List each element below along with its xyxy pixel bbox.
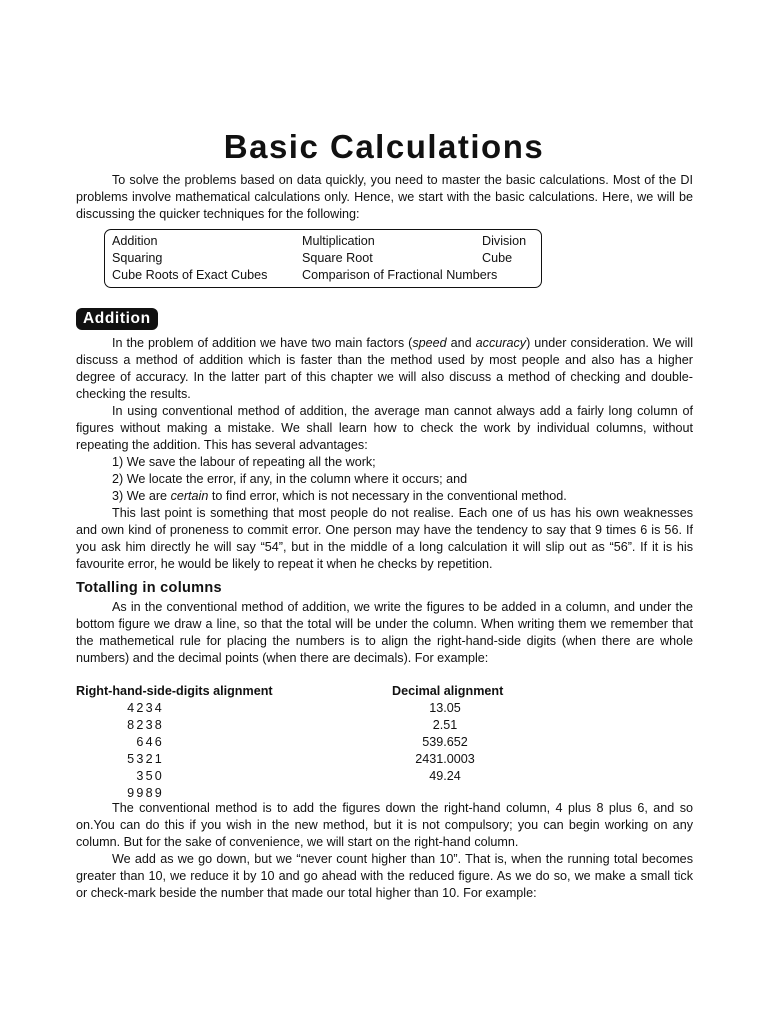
text-run: In the problem of addition we have two main factors ( — [112, 336, 413, 350]
number-row: 5321 — [127, 752, 164, 766]
number-row: 4234 — [127, 701, 164, 715]
topics-row — [112, 233, 534, 250]
emphasis: accuracy — [475, 336, 527, 350]
topics-box — [104, 229, 542, 288]
number-row: 13.05 — [429, 701, 461, 715]
topic-item: Cube Roots of Exact Cubes — [112, 268, 268, 282]
list-item: 1) We save the labour of repeating all the work; — [112, 455, 376, 469]
number-row: 49.24 — [429, 769, 461, 783]
totalling-paragraph-3: We add as we go down, but we “never count higher than 10”. That is, when the running total becomes greater than 10, we reduce it by 10 and go ahead with the reduced figure. As we do so, we make a small tick or check-mark beside the number that made our total higher than 10. For example: — [76, 852, 693, 900]
topic-item: Square Root — [302, 251, 373, 265]
number-row: 2431.0003 — [415, 752, 475, 766]
number-row: 9989 — [127, 786, 164, 800]
text-run: to find error, which is not necessary in the conventional method. — [208, 489, 567, 503]
text-run: 3) We are — [112, 489, 171, 503]
page-title: Basic Calculations — [223, 128, 545, 165]
intro-block — [76, 172, 693, 223]
intro-paragraph: To solve the problems based on data quickly, you need to master the basic calculations. Most of the DI problems involve mathematical calculations only. Hence, we start with the basic calculations. Here, we will be discussing the quicker techniques for the following: — [76, 173, 693, 221]
right-hand-alignment-heading: Right-hand-side-digits alignment — [76, 684, 273, 698]
topic-item: Addition — [112, 234, 158, 248]
number-row: 2.51 — [432, 718, 458, 732]
number-row: 646 — [136, 735, 164, 749]
number-row: 8238 — [127, 718, 164, 732]
totalling-continued-block — [76, 800, 693, 902]
decimal-aligned-numbers — [380, 700, 510, 785]
totalling-block — [76, 599, 693, 667]
subheading-totalling: Totalling in columns — [76, 580, 222, 596]
addition-paragraph-2: In using conventional method of addition, the average man cannot always add a fairly long column of figures without making a mistake. We shall learn how to check the work by individual columns, without repeating the addition. This has several advantages: — [76, 404, 693, 452]
topic-item: Squaring — [112, 251, 163, 265]
topic-item: Comparison of Fractional Numbers — [302, 268, 498, 282]
topics-row — [112, 267, 534, 284]
topic-item: Division — [482, 234, 527, 248]
list-item — [76, 488, 693, 505]
addition-block — [76, 335, 693, 573]
decimal-alignment-heading: Decimal alignment — [392, 684, 504, 698]
topic-item: Multiplication — [302, 234, 375, 248]
totalling-paragraph-2: The conventional method is to add the figures down the right-hand column, 4 plus 8 plus 6, and so on.You can do this if you wish in the new method, but it is not compulsory; you can begin working on any column. But for the sake of convenience, we will start on the right-hand column. — [76, 801, 693, 849]
right-hand-aligned-numbers — [118, 700, 164, 802]
text-run: and — [446, 336, 476, 350]
topics-row — [112, 250, 534, 267]
addition-paragraph-3: This last point is something that most people do not realise. Each one of us has his own weaknesses and own kind of proneness to commit error. One person may have the tendency to say that 9 times 6 is 56. If you ask him directly he will say “54”, but in the middle of a long calculation it will slip out as “56”. If it is his favourite error, he would be likely to repeat it when he checks by repetition. — [76, 506, 693, 571]
totalling-paragraph-1: As in the conventional method of addition, we write the figures to be added in a column, and under the bottom figure we draw a line, so that the total will be under the column. When writing them we remember that the mathemetical rule for placing the numbers is to align the right-hand-side digits (when there are whole numbers) and the decimal points (when there are decimals). For example: — [76, 600, 693, 665]
emphasis: speed — [412, 336, 447, 350]
emphasis: certain — [170, 489, 209, 503]
number-row: 350 — [136, 769, 164, 783]
text-run: ) under consideration. We will discuss a method of addition which is faster than the method used by most people and also has a higher degree of accuracy. In the latter part of this chapter we will also discuss a method of checking and double-checking the results. — [76, 336, 693, 401]
list-item: 2) We locate the error, if any, in the column where it occurs; and — [112, 472, 468, 486]
section-heading-addition: Addition — [76, 308, 158, 330]
number-row: 539.652 — [422, 735, 468, 749]
addition-paragraph-1 — [76, 335, 693, 403]
topic-item: Cube — [482, 251, 513, 265]
